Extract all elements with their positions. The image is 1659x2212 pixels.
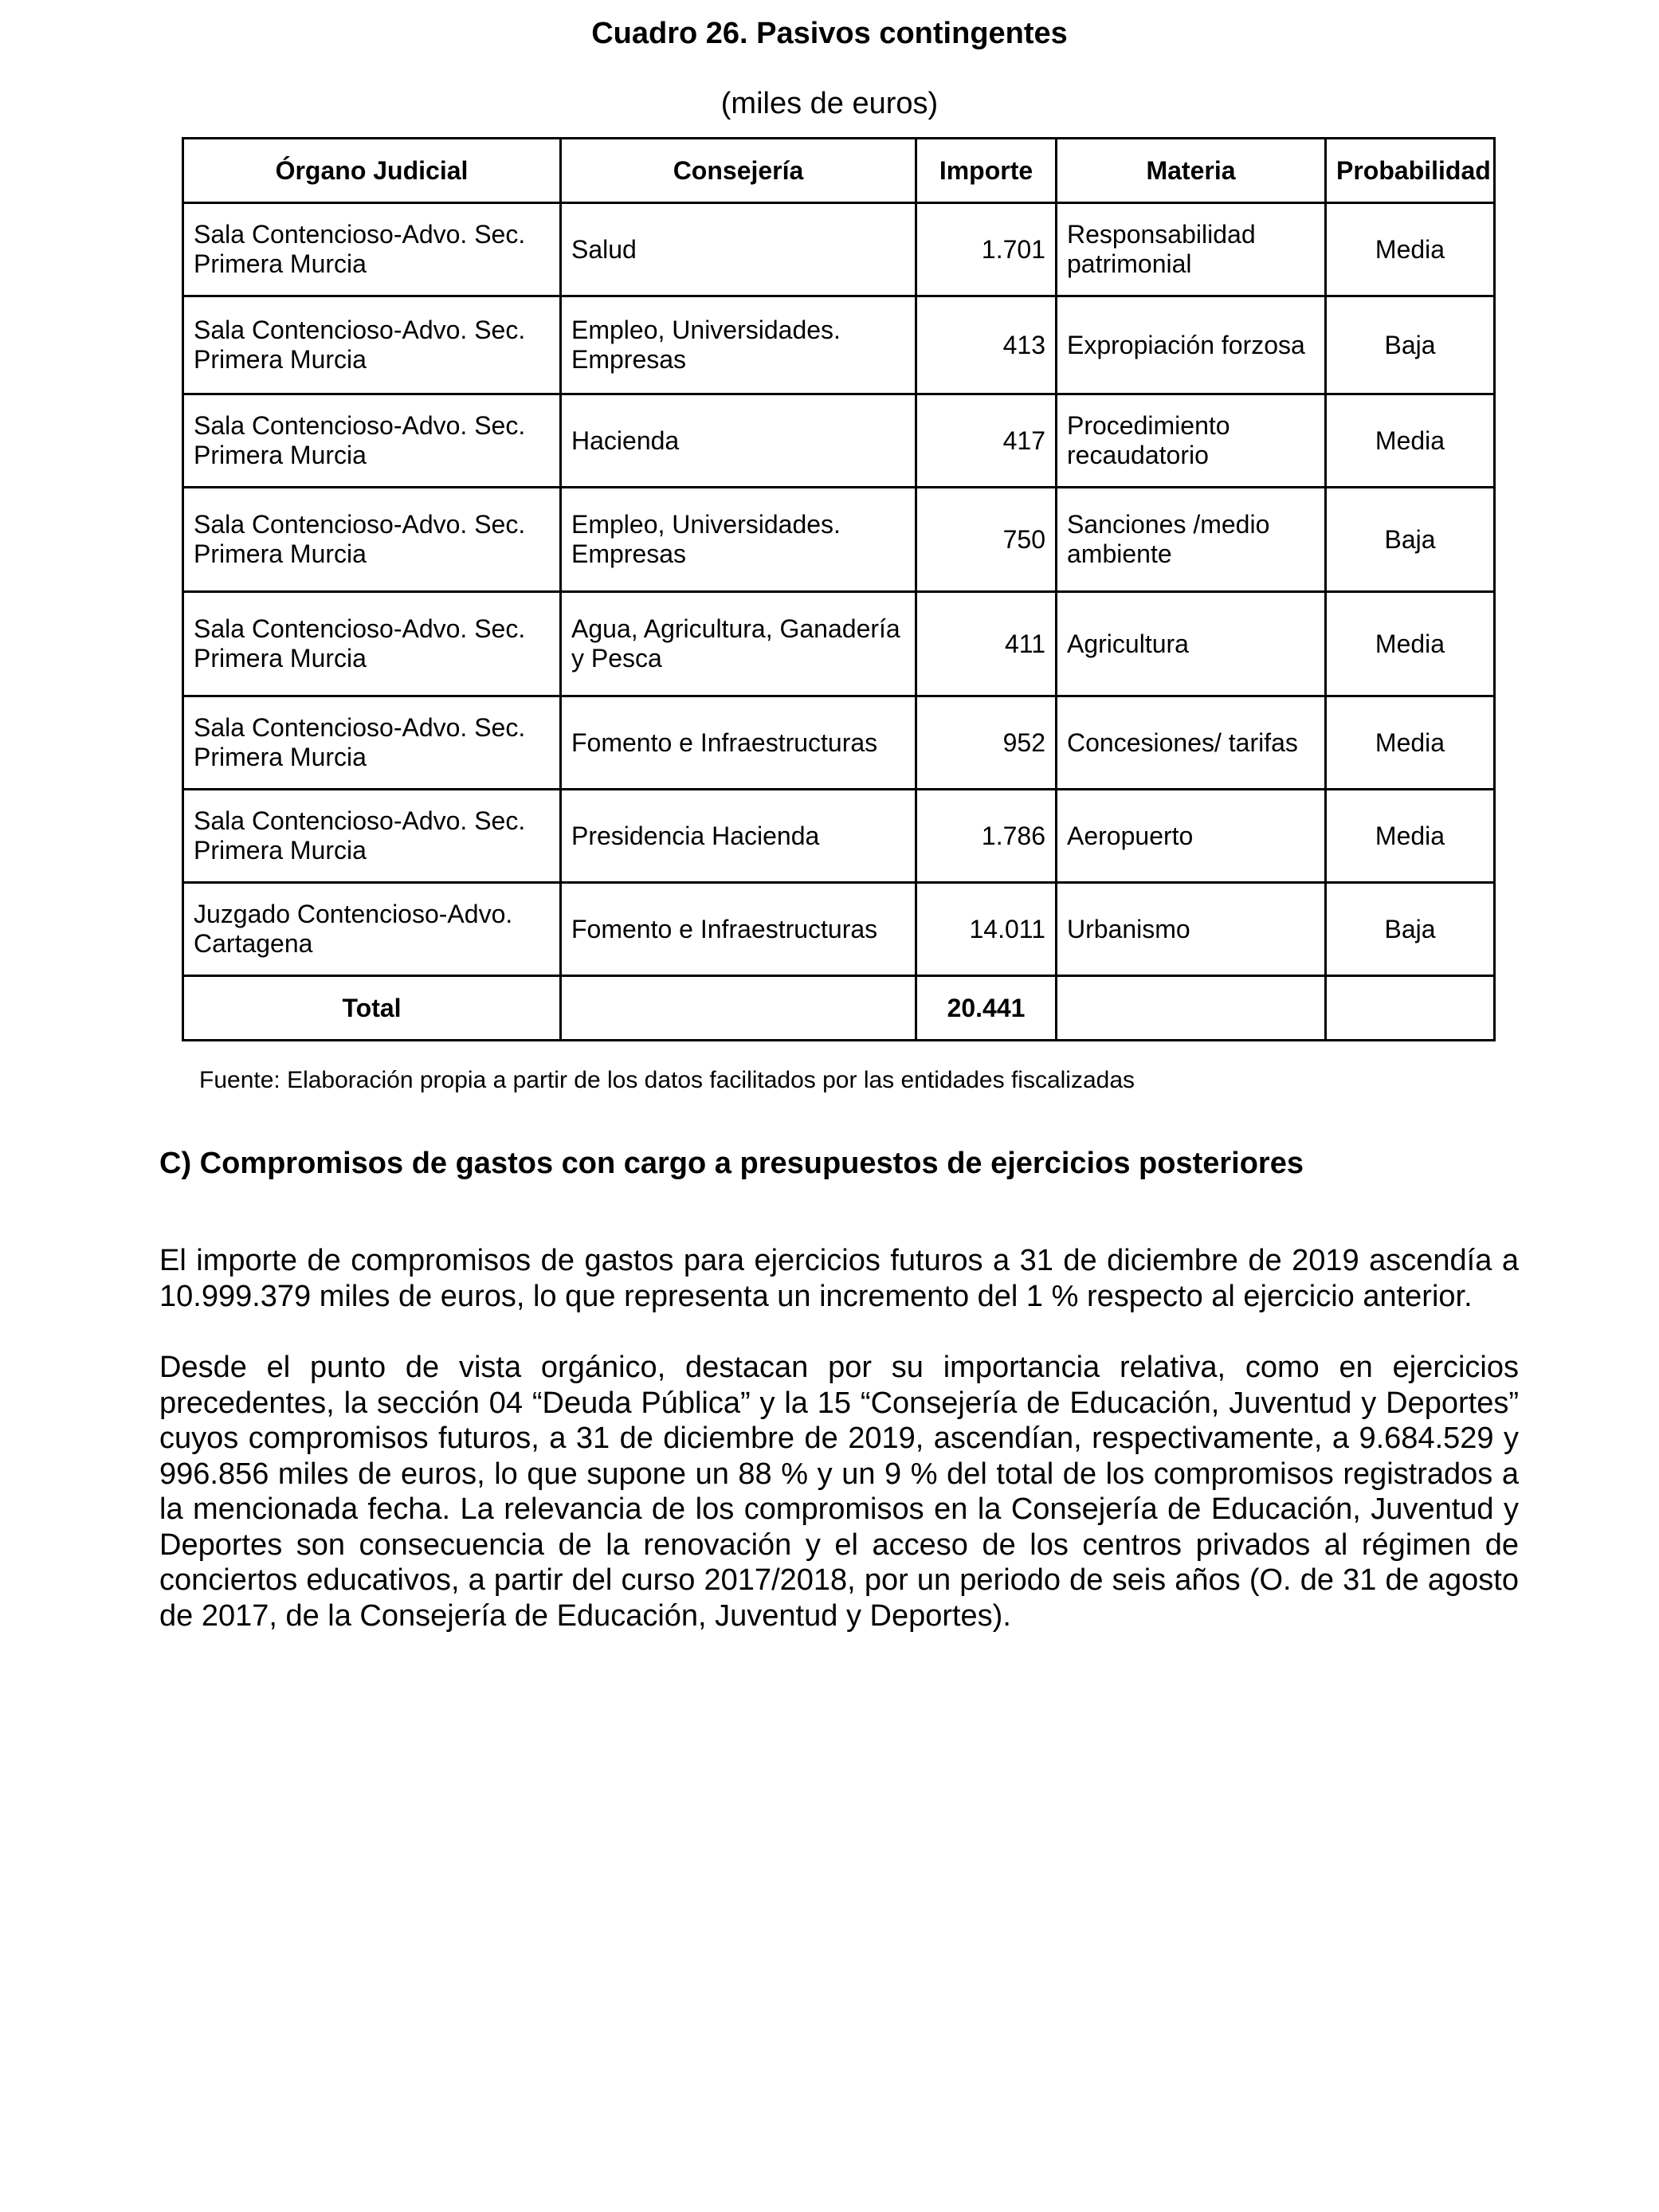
cell-probabilidad: Media bbox=[1326, 394, 1495, 488]
cell-probabilidad: Media bbox=[1326, 592, 1495, 696]
column-header-probabilidad: Probabilidad bbox=[1326, 139, 1495, 203]
section-heading: C) Compromisos de gastos con cargo a presupuestos de ejercicios posteriores bbox=[159, 1147, 1304, 1180]
cell-organo: Juzgado Contencioso-Advo. Cartagena bbox=[183, 883, 561, 976]
cell-consejeria: Hacienda bbox=[561, 394, 916, 488]
cell-importe: 952 bbox=[916, 696, 1057, 790]
cell-consejeria: Empleo, Universidades. Empresas bbox=[561, 296, 916, 394]
cell-organo: Sala Contencioso-Advo. Sec. Primera Murcia bbox=[183, 592, 561, 696]
cell-materia: Agricultura bbox=[1057, 592, 1326, 696]
column-header-importe: Importe bbox=[916, 139, 1057, 203]
cell-materia: Expropiación forzosa bbox=[1057, 296, 1326, 394]
cell-probabilidad: Media bbox=[1326, 696, 1495, 790]
column-header-organo: Órgano Judicial bbox=[183, 139, 561, 203]
cell-probabilidad: Baja bbox=[1326, 488, 1495, 592]
cell-materia: Responsabilidad patrimonial bbox=[1057, 203, 1326, 296]
cell-consejeria: Empleo, Universidades. Empresas bbox=[561, 488, 916, 592]
table-row bbox=[183, 883, 1495, 976]
total-importe: 20.441 bbox=[916, 976, 1057, 1041]
cell-importe: 1.786 bbox=[916, 790, 1057, 883]
page-title: Cuadro 26. Pasivos contingentes bbox=[591, 17, 1068, 50]
table-row bbox=[183, 592, 1495, 696]
cell-organo: Sala Contencioso-Advo. Sec. Primera Murcia bbox=[183, 394, 561, 488]
cell-consejeria: Salud bbox=[561, 203, 916, 296]
cell-materia: Procedimiento recaudatorio bbox=[1057, 394, 1326, 488]
total-materia bbox=[1057, 976, 1326, 1041]
cell-materia: Sanciones /medio ambiente bbox=[1057, 488, 1326, 592]
cell-probabilidad: Media bbox=[1326, 790, 1495, 883]
cell-importe: 417 bbox=[916, 394, 1057, 488]
cell-materia: Aeropuerto bbox=[1057, 790, 1326, 883]
paragraph: El importe de compromisos de gastos para ejercicios futuros a 31 de diciembre de 2019 ascendía a 10.999.379 miles de euros, lo que representa un incremento del 1 % respecto al ejercicio anterior. bbox=[159, 1244, 1519, 1313]
table-row bbox=[183, 203, 1495, 296]
cell-organo: Sala Contencioso-Advo. Sec. Primera Murcia bbox=[183, 203, 561, 296]
total-consejeria bbox=[561, 976, 916, 1041]
table-row bbox=[183, 790, 1495, 883]
cell-organo: Sala Contencioso-Advo. Sec. Primera Murcia bbox=[183, 696, 561, 790]
column-header-consejeria: Consejería bbox=[561, 139, 916, 203]
total-label: Total bbox=[183, 976, 561, 1041]
table-row bbox=[183, 394, 1495, 488]
cell-probabilidad: Media bbox=[1326, 203, 1495, 296]
cell-organo: Sala Contencioso-Advo. Sec. Primera Murcia bbox=[183, 296, 561, 394]
paragraph: Desde el punto de vista orgánico, destacan por su importancia relativa, como en ejercicios precedentes, la sección 04 “Deuda Pública” y la 15 “Consejería de Educación, Juventud y Deportes” cuyos compromisos futuros, a 31 de diciembre de 2019, ascendían, respectivamente, a 9.684.529 y 996.856 miles de euros, lo que supone un 88 % y un 9 % del total de los compromisos registrados a la mencionada fecha. La relevancia de los compromisos en la Consejería de Educación, Juventud y Deportes son consecuencia de la renovación y el acceso de los centros privados al régimen de conciertos educativos, a partir del curso 2017/2018, por un periodo de seis años (O. de 31 de agosto de 2017, de la Consejería de Educación, Juventud y Deportes). bbox=[159, 1351, 1519, 1633]
cell-consejeria: Presidencia Hacienda bbox=[561, 790, 916, 883]
cell-probabilidad: Baja bbox=[1326, 883, 1495, 976]
cell-probabilidad: Baja bbox=[1326, 296, 1495, 394]
cell-materia: Concesiones/ tarifas bbox=[1057, 696, 1326, 790]
total-probabilidad bbox=[1326, 976, 1495, 1041]
cell-importe: 1.701 bbox=[916, 203, 1057, 296]
cell-consejeria: Fomento e Infraestructuras bbox=[561, 696, 916, 790]
table-total-row bbox=[183, 976, 1495, 1041]
table-row bbox=[183, 696, 1495, 790]
table-source-note: Fuente: Elaboración propia a partir de los datos facilitados por las entidades fiscalizadas bbox=[199, 1067, 1135, 1093]
cell-importe: 14.011 bbox=[916, 883, 1057, 976]
page-subtitle: (miles de euros) bbox=[720, 87, 939, 120]
column-header-materia: Materia bbox=[1057, 139, 1326, 203]
cell-consejeria: Agua, Agricultura, Ganadería y Pesca bbox=[561, 592, 916, 696]
cell-importe: 413 bbox=[916, 296, 1057, 394]
cell-materia: Urbanismo bbox=[1057, 883, 1326, 976]
cell-consejeria: Fomento e Infraestructuras bbox=[561, 883, 916, 976]
table-row bbox=[183, 296, 1495, 394]
cell-organo: Sala Contencioso-Advo. Sec. Primera Murcia bbox=[183, 488, 561, 592]
cell-organo: Sala Contencioso-Advo. Sec. Primera Murcia bbox=[183, 790, 561, 883]
contingent-liabilities-table bbox=[182, 137, 1496, 1041]
cell-importe: 750 bbox=[916, 488, 1057, 592]
table-header-row bbox=[183, 139, 1495, 203]
cell-importe: 411 bbox=[916, 592, 1057, 696]
table-row bbox=[183, 488, 1495, 592]
